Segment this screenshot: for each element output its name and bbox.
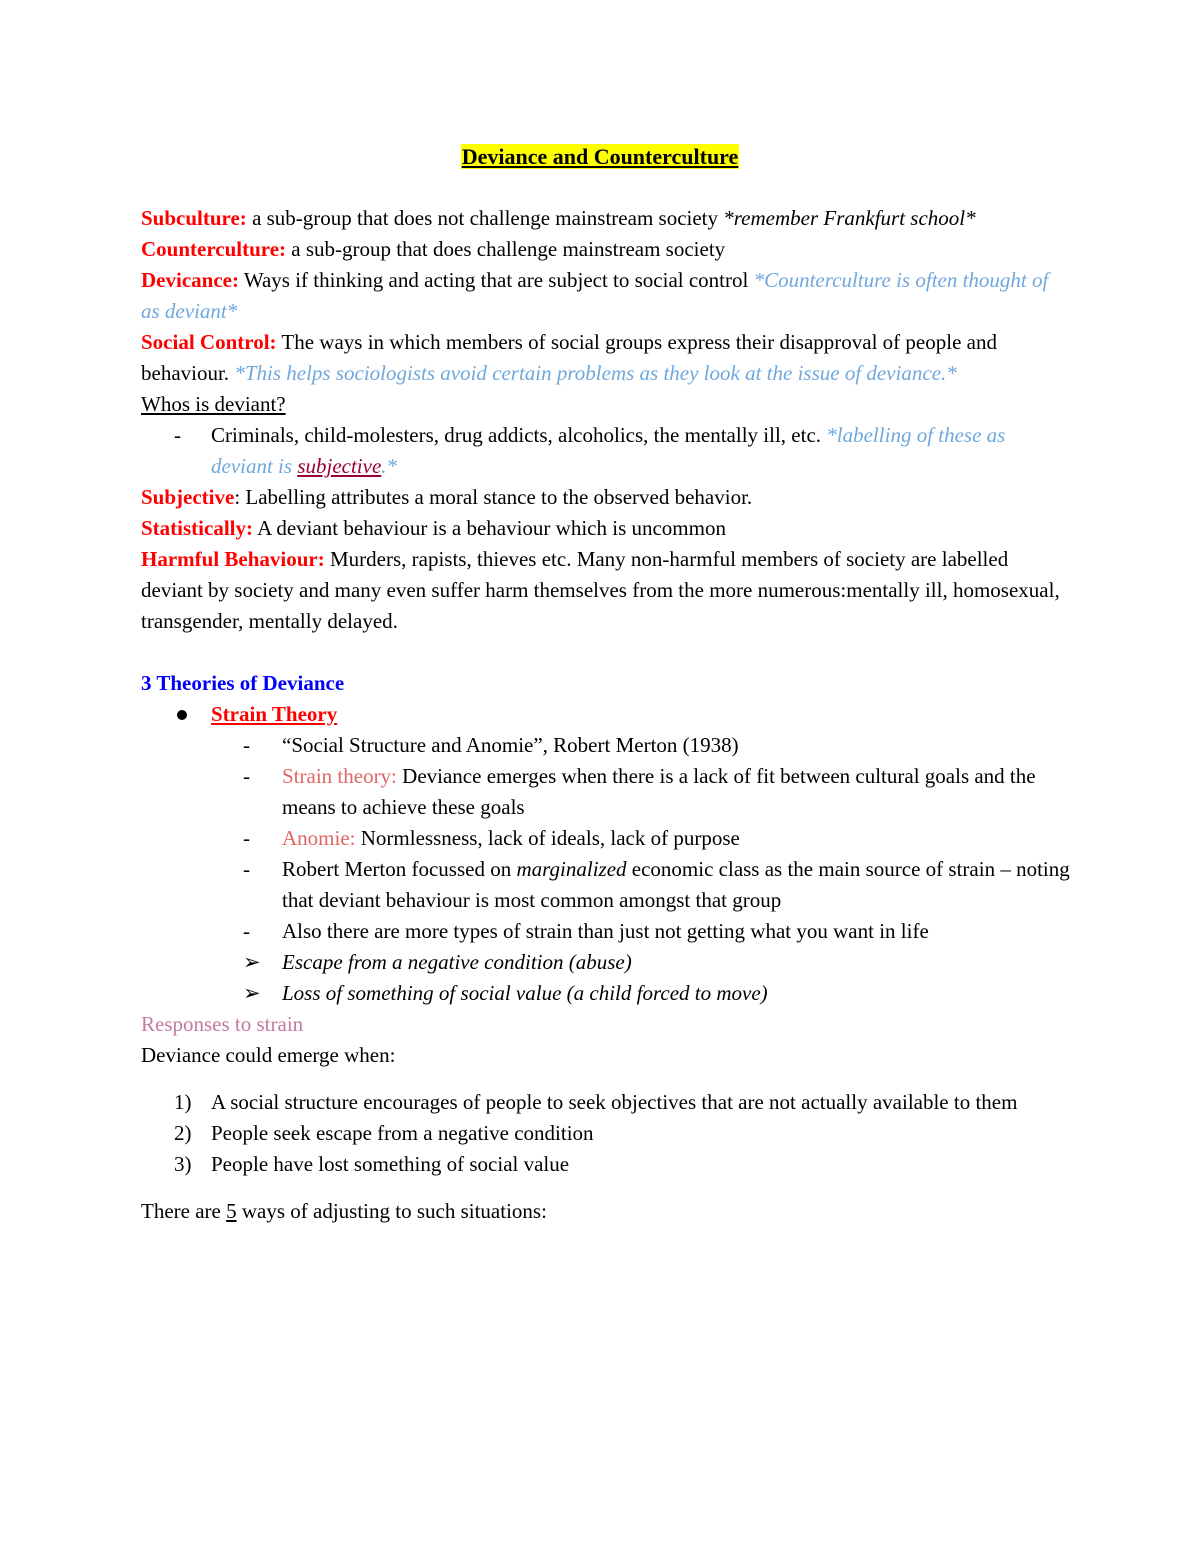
strain-item-2-term: Strain theory:	[282, 764, 397, 788]
text-subculture: a sub-group that does not challenge mainstream society	[246, 206, 724, 230]
document-page	[141, 140, 1071, 1227]
note-social-control: *This helps sociologists avoid certain problems as they look at the issue of deviance.*	[234, 361, 957, 385]
definition-subjective	[141, 482, 1071, 513]
responses-item-1	[141, 1087, 1071, 1118]
whos-deviant-item	[141, 420, 1071, 482]
definition-harmful	[141, 544, 1071, 637]
responses-item-2	[141, 1118, 1071, 1149]
text-statistically: A deviant behaviour is a behaviour which is uncommon	[252, 516, 726, 540]
term-subculture: Subculture:	[141, 206, 247, 230]
strain-arrow-2	[141, 978, 1071, 1009]
list-number: 1)	[174, 1090, 192, 1114]
closing-b: ways of adjusting to such situations:	[236, 1199, 547, 1223]
strain-theory-heading: Strain Theory	[211, 702, 338, 726]
strain-item-3-term: Anomie:	[282, 826, 356, 850]
strain-item-4	[141, 854, 1071, 916]
responses-heading: Responses to strain	[141, 1012, 304, 1036]
dash-marker: -	[243, 919, 250, 943]
strain-item-1-text: “Social Structure and Anomie”, Robert Merton (1938)	[282, 733, 739, 757]
strain-arrow-1	[141, 947, 1071, 978]
page-title: Deviance and Counterculture	[461, 144, 739, 169]
text-harmful: Murders, rapists, thieves etc. Many non-harmful members of society are labelled deviant by society and many even suffer harm themselves from the more numerous:mentally ill, homosexual, transgender, mentally delayed.	[141, 547, 1060, 633]
responses-item-2-text: People seek escape from a negative condition	[211, 1121, 594, 1145]
dash-marker: -	[174, 423, 181, 447]
whos-deviant-note-word: subjective	[297, 454, 382, 478]
responses-item-3-text: People have lost something of social value	[211, 1152, 570, 1176]
strain-theory-bullet	[141, 699, 1071, 730]
theories-heading: 3 Theories of Deviance	[141, 671, 345, 695]
arrow-marker-icon: ➢	[243, 981, 261, 1005]
term-counterculture: Counterculture:	[141, 237, 287, 261]
dash-marker: -	[243, 857, 250, 881]
strain-item-5-text: Also there are more types of strain than just not getting what you want in life	[282, 919, 929, 943]
definition-devicance	[141, 265, 1071, 327]
note-devicance: *Counterculture is often thought of as deviant*	[141, 268, 1049, 323]
strain-item-1	[141, 730, 1071, 761]
strain-item-4-italic: marginalized	[516, 857, 627, 881]
text-subjective: : Labelling attributes a moral stance to the observed behavior.	[234, 485, 753, 509]
list-number: 3)	[174, 1152, 192, 1176]
strain-arrow-2-text: Loss of something of social value (a child forced to move)	[282, 981, 768, 1005]
closing-line	[141, 1196, 1071, 1227]
strain-item-2	[141, 761, 1071, 823]
responses-item-1-text: A social structure encourages of people to seek objectives that are not actually available to them	[211, 1090, 1018, 1114]
strain-arrow-1-text: Escape from a negative condition (abuse)	[282, 950, 632, 974]
closing-a: There are	[141, 1199, 227, 1223]
strain-item-2-text: Deviance emerges when there is a lack of fit between cultural goals and the means to achieve these goals	[282, 764, 1036, 819]
term-harmful: Harmful Behaviour:	[141, 547, 325, 571]
strain-item-4-b: economic class as the main source of strain – noting that deviant behaviour is most common amongst that group	[282, 857, 1070, 912]
closing-number: 5	[226, 1199, 237, 1223]
responses-intro: Deviance could emerge when:	[141, 1043, 396, 1067]
definition-counterculture	[141, 234, 1071, 265]
strain-item-4-a: Robert Merton focussed on	[282, 857, 517, 881]
dash-marker: -	[243, 826, 250, 850]
strain-item-5	[141, 916, 1071, 947]
strain-item-3-text: Normlessness, lack of ideals, lack of purpose	[355, 826, 740, 850]
definition-social-control	[141, 327, 1071, 389]
term-devicance: Devicance:	[141, 268, 239, 292]
list-number: 2)	[174, 1121, 192, 1145]
dash-marker: -	[243, 733, 250, 757]
definition-subculture	[141, 203, 1071, 234]
bullet-dot	[177, 710, 187, 720]
whos-deviant-note-a: *labelling of these as deviant is	[211, 423, 1006, 478]
strain-item-3	[141, 823, 1071, 854]
definition-statistically	[141, 513, 1071, 544]
text-counterculture: a sub-group that does challenge mainstream society	[286, 237, 726, 261]
term-social-control: Social Control:	[141, 330, 277, 354]
term-statistically: Statistically:	[141, 516, 253, 540]
dash-marker: -	[243, 764, 250, 788]
whos-deviant-text: Criminals, child-molesters, drug addicts, alcoholics, the mentally ill, etc.	[211, 423, 827, 447]
whos-deviant-note-b: .*	[381, 454, 398, 478]
term-subjective: Subjective	[141, 485, 235, 509]
responses-item-3	[141, 1149, 1071, 1180]
whos-deviant-heading: Whos is deviant?	[141, 392, 286, 416]
text-devicance: Ways if thinking and acting that are subject to social control	[238, 268, 754, 292]
title-row	[0, 144, 1200, 170]
text-social-control: The ways in which members of social groups express their disapproval of people and behaviour.	[141, 330, 997, 385]
note-subculture: *remember Frankfurt school*	[723, 206, 976, 230]
arrow-marker-icon: ➢	[243, 950, 261, 974]
